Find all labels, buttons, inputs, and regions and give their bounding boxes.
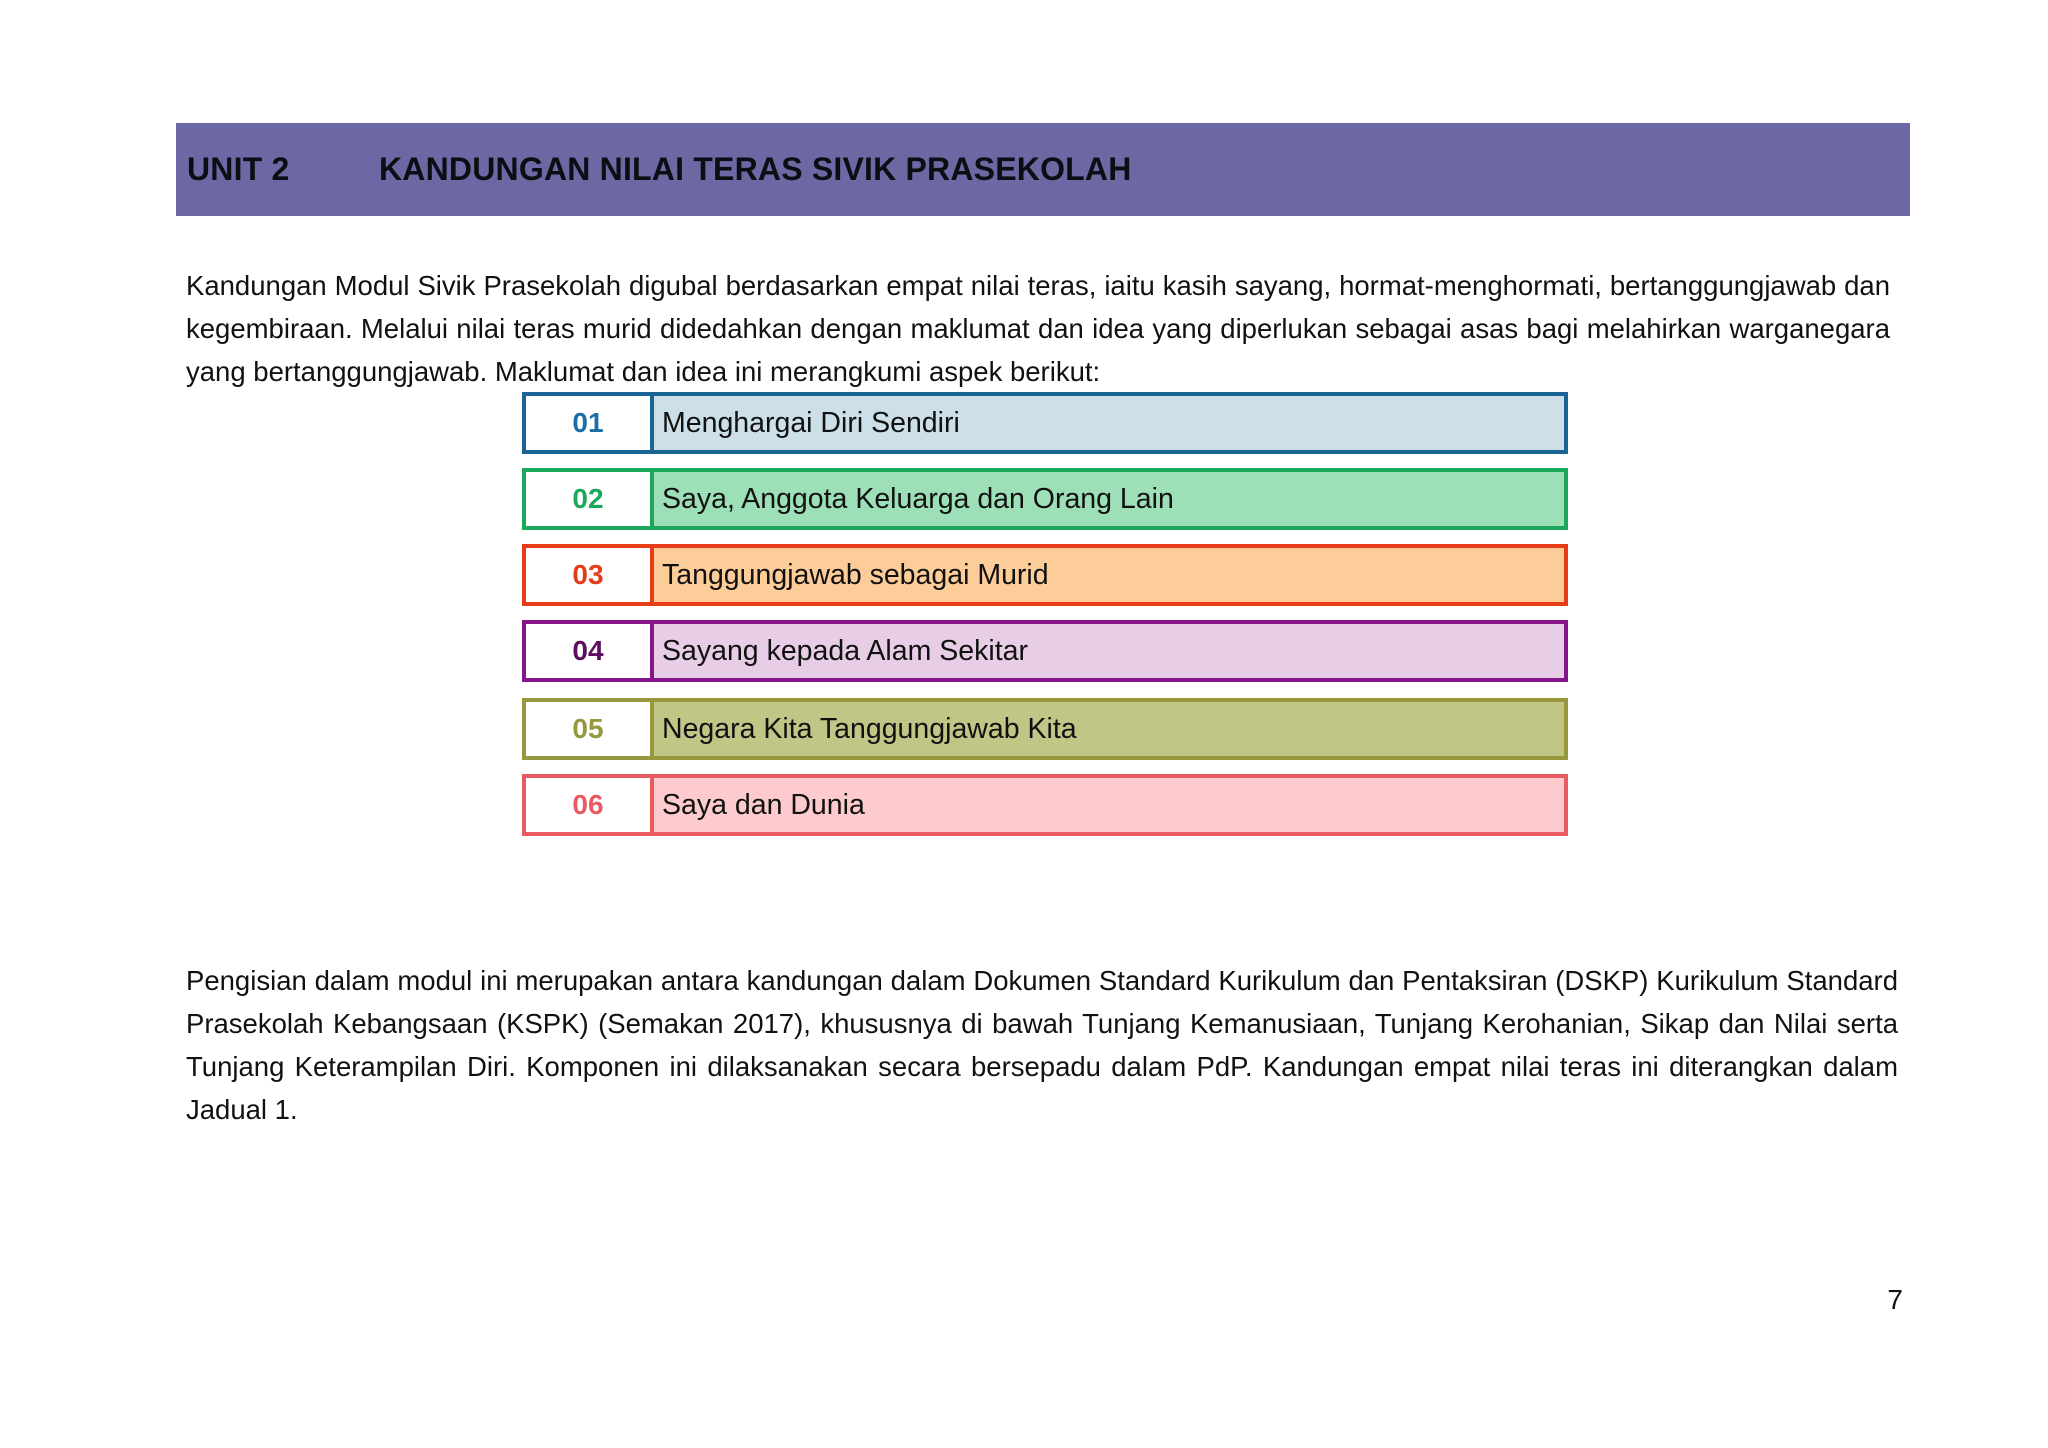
aspect-number: 01 <box>526 396 654 450</box>
aspect-item-06 <box>522 774 1568 836</box>
aspect-number: 05 <box>526 702 654 756</box>
aspect-item-05 <box>522 698 1568 760</box>
intro-paragraph: Kandungan Modul Sivik Prasekolah digubal berdasarkan empat nilai teras, iaitu kasih sayang, hormat-menghormati, bertanggungjawab dan kegembiraan. Melalui nilai teras murid didedahkan dengan maklumat dan idea yang diperlukan sebagai asas bagi melahirkan warganegara yang bertanggungjawab. Maklumat dan idea ini merangkumi aspek berikut: <box>186 269 1890 387</box>
aspect-item-03 <box>522 544 1568 606</box>
aspect-item-01 <box>522 392 1568 454</box>
aspect-label: Tanggungjawab sebagai Murid <box>654 548 1564 602</box>
aspect-label: Menghargai Diri Sendiri <box>654 396 1564 450</box>
aspect-number: 04 <box>526 624 654 678</box>
aspect-label: Saya dan Dunia <box>654 778 1564 832</box>
aspect-label: Sayang kepada Alam Sekitar <box>654 624 1564 678</box>
closing-paragraph: Pengisian dalam modul ini merupakan antara kandungan dalam Dokumen Standard Kurikulum dan Pentaksiran (DSKP) Kurikulum Standard Prasekolah Kebangsaan (KSPK) (Semakan 2017), khususnya di bawah Tunjang Kemanusiaan, Tunjang Kerohanian, Sikap dan Nilai serta Tunjang Keterampilan Diri. Komponen ini dilaksanakan secara bersepadu dalam PdP. Kandungan empat nilai teras ini diterangkan dalam Jadual 1. <box>186 964 1898 1125</box>
unit-label: UNIT 2 <box>187 151 290 187</box>
aspect-number: 02 <box>526 472 654 526</box>
unit-title: KANDUNGAN NILAI TERAS SIVIK PRASEKOLAH <box>379 151 1132 187</box>
aspect-number: 06 <box>526 778 654 832</box>
aspect-label: Saya, Anggota Keluarga dan Orang Lain <box>654 472 1564 526</box>
unit-banner <box>176 123 1910 216</box>
aspect-label: Negara Kita Tanggungjawab Kita <box>654 702 1564 756</box>
page-number: 7 <box>1887 1284 1903 1315</box>
aspect-item-04 <box>522 620 1568 682</box>
aspect-number: 03 <box>526 548 654 602</box>
aspect-item-02 <box>522 468 1568 530</box>
